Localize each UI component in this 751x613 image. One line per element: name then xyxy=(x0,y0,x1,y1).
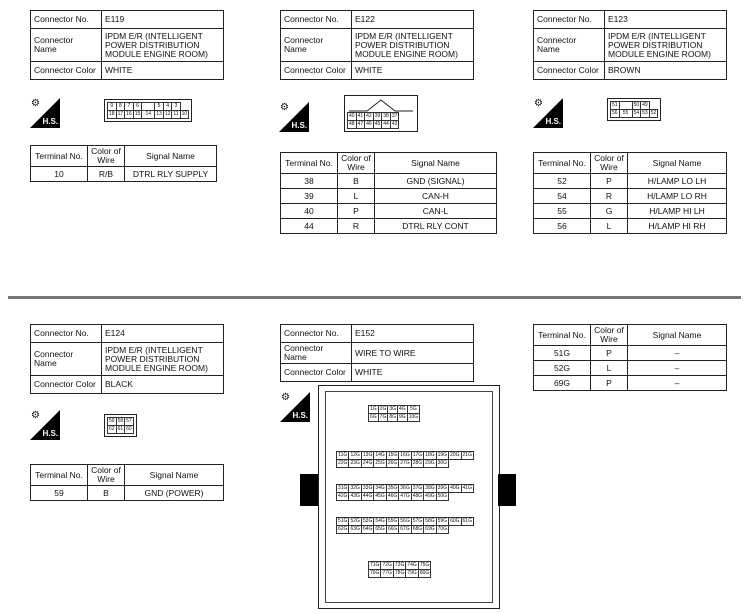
pin-cavity: 68G xyxy=(412,526,423,532)
pin-cavity: 2G xyxy=(379,406,387,412)
table-row xyxy=(534,204,727,219)
e123-signal-table xyxy=(533,152,727,234)
pin-cavity: 31G xyxy=(338,485,348,491)
pin-cavity: 21G xyxy=(462,452,472,458)
pin-cavity: 12G xyxy=(350,452,360,458)
terminal-cell: 69G xyxy=(534,376,591,391)
pin-cavity: 52G xyxy=(350,518,360,524)
pin-cavity: 48 xyxy=(349,121,355,127)
e152-left-lock xyxy=(300,474,318,506)
pin-cavity: 43 xyxy=(391,121,398,127)
pin-cavity: 51G xyxy=(338,518,348,524)
pin-cavity: 13 xyxy=(156,111,162,117)
pin-cavity: 56 xyxy=(612,110,618,116)
signal-name-header: Signal Name xyxy=(125,146,217,167)
pin-cavity: 8G xyxy=(389,414,397,420)
e152-pin-group-3 xyxy=(335,483,475,502)
pin-cavity: 41G xyxy=(462,485,472,491)
wire-color-cell: L xyxy=(338,189,375,204)
pin-cavity: 75G xyxy=(419,562,430,568)
pin-cavity: 61 xyxy=(117,426,124,432)
wire-color-header: Color of Wire xyxy=(88,146,125,167)
connector-name-label: Connector Name xyxy=(281,343,352,364)
pin-cavity: 10G xyxy=(408,414,419,420)
connector-no-label: Connector No. xyxy=(281,11,352,29)
wire-color-header: Color of Wire xyxy=(591,153,628,174)
connector-no-label: Connector No. xyxy=(281,325,352,343)
harness-side-icon: ⚙ H.S. xyxy=(280,102,307,130)
signal-name-cell: – xyxy=(628,361,727,376)
e119-signal-table xyxy=(30,145,217,182)
pin-cavity: 59 xyxy=(109,418,115,424)
pin-cavity: 6G xyxy=(370,414,377,420)
section-divider xyxy=(8,296,741,299)
pin-cavity: 38 xyxy=(383,113,389,119)
terminal-cell: 52G xyxy=(534,361,591,376)
table-row xyxy=(534,361,727,376)
wire-color-cell: R xyxy=(591,189,628,204)
pin-cavity: 33G xyxy=(362,485,373,491)
pin-cavity: 29G xyxy=(425,460,435,466)
pin-cavity: 10 xyxy=(181,111,188,117)
e123-pin-grid xyxy=(610,101,658,118)
pin-cavity: 64G xyxy=(362,526,373,532)
pin-cavity: 38G xyxy=(425,485,435,491)
pin-blank xyxy=(142,103,155,111)
signal-name-cell: DTRL RLY SUPPLY xyxy=(125,167,217,182)
signal-name-header: Signal Name xyxy=(628,325,727,346)
signal-name-cell: GND (SIGNAL) xyxy=(375,174,497,189)
terminal-cell: 39 xyxy=(281,189,338,204)
pin-cavity: 58G xyxy=(425,518,435,524)
terminal-cell: 54 xyxy=(534,189,591,204)
pin-blank xyxy=(619,102,632,110)
signal-name-cell: GND (POWER) xyxy=(125,486,224,501)
pin-cavity: 70G xyxy=(437,526,448,532)
pin-cavity: 79G xyxy=(407,570,417,576)
e124-info-table xyxy=(30,324,224,394)
pin-cavity: 55G xyxy=(387,518,398,524)
pin-cavity: 45G xyxy=(375,493,385,499)
connector-name-label: Connector Name xyxy=(534,29,605,62)
pin-cavity: 52 xyxy=(650,110,657,116)
pin-cavity: 60 xyxy=(126,426,132,432)
pin-cavity: 18 xyxy=(109,111,115,117)
e119-info-table xyxy=(30,10,224,80)
terminal-no-header: Terminal No. xyxy=(534,153,591,174)
terminal-cell: 55 xyxy=(534,204,591,219)
signal-name-cell: H/LAMP HI RH xyxy=(628,219,727,234)
pin-cavity: 42G xyxy=(338,493,348,499)
pin-cavity: 63G xyxy=(350,526,360,532)
pin-cavity: 50 xyxy=(633,102,640,108)
connector-no-value: E119 xyxy=(102,11,224,29)
connector-no-label: Connector No. xyxy=(31,325,102,343)
pin-cavity: 41 xyxy=(357,113,364,119)
e152-pin-group-5 xyxy=(367,560,432,579)
signal-name-cell: – xyxy=(628,376,727,391)
pin-cavity: 16G xyxy=(400,452,410,458)
pin-cavity: 39G xyxy=(437,485,448,491)
pin-cavity: 62 xyxy=(109,426,115,432)
pin-cavity: 36G xyxy=(400,485,410,491)
e123-info-table xyxy=(533,10,727,80)
pin-cavity: 37G xyxy=(412,485,423,491)
pin-cavity: 34G xyxy=(375,485,385,491)
wire-color-cell: G xyxy=(591,204,628,219)
pin-cavity: 44G xyxy=(362,493,373,499)
connector-name-label: Connector Name xyxy=(31,343,102,376)
pin-cavity: 40 xyxy=(349,113,355,119)
pin-cavity: 46G xyxy=(387,493,398,499)
pin-cavity: 13G xyxy=(362,452,373,458)
connector-color-label: Connector Color xyxy=(31,62,102,80)
terminal-cell: 56 xyxy=(534,219,591,234)
pin-cavity: 16 xyxy=(126,111,132,117)
wire-color-cell: R/B xyxy=(88,167,125,182)
terminal-cell: 51G xyxy=(534,346,591,361)
pin-cavity: 9 xyxy=(108,103,117,111)
pin-cavity: 11 xyxy=(173,111,179,117)
table-row xyxy=(534,219,727,234)
pin-cavity: 49 xyxy=(642,102,648,108)
pin-cavity: 4 xyxy=(163,103,172,111)
pin-cavity: 54G xyxy=(375,518,385,524)
pin-cavity: 72G xyxy=(382,562,392,568)
signal-name-cell: H/LAMP HI LH xyxy=(628,204,727,219)
pin-cavity: 76G xyxy=(370,570,380,576)
pin-cavity: 19G xyxy=(437,452,448,458)
pin-cavity: 5G xyxy=(407,406,419,414)
e119-connector-face xyxy=(104,99,192,122)
pin-cavity: 48G xyxy=(412,493,423,499)
terminal-no-header: Terminal No. xyxy=(31,465,88,486)
signal-name-cell: H/LAMP LO RH xyxy=(628,189,727,204)
connector-name-value: IPDM E/R (INTELLIGENT POWER DISTRIBUTION MODULE ENGINE ROOM) xyxy=(102,29,224,62)
connector-no-value: E122 xyxy=(352,11,474,29)
e124-signal-table xyxy=(30,464,224,501)
pin-cavity: 78G xyxy=(394,570,405,576)
signal-name-header: Signal Name xyxy=(628,153,727,174)
e122-connector-latch xyxy=(347,98,415,112)
harness-side-icon: ⚙ H.S. xyxy=(534,98,561,126)
e123-connector-face xyxy=(607,98,661,121)
pin-cavity: 40G xyxy=(450,485,460,491)
table-row xyxy=(281,189,497,204)
signal-name-header: Signal Name xyxy=(375,153,497,174)
connector-color-label: Connector Color xyxy=(534,62,605,80)
pin-cavity: 24G xyxy=(362,460,373,466)
signal-name-cell: CAN-L xyxy=(375,204,497,219)
pin-cavity: 14 xyxy=(142,111,155,119)
connector-name-value: IPDM E/R (INTELLIGENT POWER DISTRIBUTION MODULE ENGINE ROOM) xyxy=(102,343,224,376)
pin-cavity: 42 xyxy=(366,113,372,119)
table-row xyxy=(534,174,727,189)
pin-cavity: 51 xyxy=(612,102,618,108)
connector-no-label: Connector No. xyxy=(534,11,605,29)
connector-no-label: Connector No. xyxy=(31,11,102,29)
pin-cavity: 35G xyxy=(387,485,398,491)
pin-cavity: 71G xyxy=(370,562,380,568)
connector-color-value: WHITE xyxy=(102,62,224,80)
pin-cavity: 9G xyxy=(399,414,406,420)
pin-cavity: 45 xyxy=(374,121,381,127)
pin-cavity: 39 xyxy=(374,113,381,119)
terminal-cell: 44 xyxy=(281,219,338,234)
connector-name-label: Connector Name xyxy=(281,29,352,62)
wire-color-cell: L xyxy=(591,361,628,376)
connector-no-value: E152 xyxy=(352,325,474,343)
signal-name-header: Signal Name xyxy=(125,465,224,486)
pin-cavity: 12 xyxy=(164,111,171,117)
pin-cavity: 37 xyxy=(391,113,398,119)
connector-no-value: E123 xyxy=(605,11,727,29)
table-row xyxy=(31,486,224,501)
pin-cavity: 77G xyxy=(382,570,392,576)
pin-cavity: 18G xyxy=(425,452,435,458)
pin-cavity: 62G xyxy=(338,526,348,532)
pin-cavity: 27G xyxy=(400,460,410,466)
wire-color-header: Color of Wire xyxy=(88,465,125,486)
table-row xyxy=(281,219,497,234)
e152-pin-group-2 xyxy=(335,450,475,469)
e152-pin-group-4 xyxy=(335,516,475,535)
wire-color-cell: P xyxy=(591,174,628,189)
wire-color-cell: B xyxy=(338,174,375,189)
e122-connector-face xyxy=(344,95,418,132)
pin-cavity: 69G xyxy=(425,526,435,532)
pin-cavity: 44 xyxy=(383,121,389,127)
pin-cavity: 74G xyxy=(407,562,417,568)
pin-cavity: 58 xyxy=(117,418,124,424)
e152-signal-table xyxy=(533,324,727,391)
pin-cavity: 4G xyxy=(399,406,406,412)
e119-pin-grid xyxy=(107,102,189,119)
e152-right-lock xyxy=(498,474,516,506)
pin-cavity: 73G xyxy=(394,562,405,568)
table-row xyxy=(31,167,217,182)
pin-cavity: 6 xyxy=(133,103,142,111)
pin-cavity: 8 xyxy=(116,103,125,111)
pin-cavity: 67G xyxy=(400,526,410,532)
pin-cavity: 32G xyxy=(350,485,360,491)
pin-cavity: 49G xyxy=(425,493,435,499)
signal-name-cell: CAN-H xyxy=(375,189,497,204)
pin-cavity: 57G xyxy=(412,518,423,524)
e152-info-table xyxy=(280,324,474,382)
pin-cavity: 7 xyxy=(125,103,134,111)
terminal-no-header: Terminal No. xyxy=(534,325,591,346)
wire-color-header: Color of Wire xyxy=(338,153,375,174)
wire-color-cell: P xyxy=(591,346,628,361)
pin-cavity: 66G xyxy=(387,526,398,532)
pin-cavity: 20G xyxy=(450,452,460,458)
connector-color-value: WHITE xyxy=(352,62,474,80)
pin-cavity: 11G xyxy=(338,452,348,458)
connector-color-value: BLACK xyxy=(102,376,224,394)
pin-cavity: 59G xyxy=(437,518,448,524)
connector-color-label: Connector Color xyxy=(281,62,352,80)
pin-cavity: 57 xyxy=(126,418,132,424)
wire-color-header: Color of Wire xyxy=(591,325,628,346)
e122-pin-grid xyxy=(347,112,399,129)
pin-cavity: 47G xyxy=(400,493,410,499)
pin-cavity: 30G xyxy=(437,460,448,466)
pin-cavity: 28G xyxy=(412,460,423,466)
pin-cavity: 17 xyxy=(117,111,124,117)
table-row xyxy=(534,376,727,391)
e122-info-table xyxy=(280,10,474,80)
harness-side-icon: ⚙ H.S. xyxy=(281,392,308,420)
pin-cavity: 53G xyxy=(362,518,373,524)
pin-cavity: 22G xyxy=(338,460,348,466)
terminal-no-header: Terminal No. xyxy=(281,153,338,174)
connector-name-value: WIRE TO WIRE xyxy=(352,343,474,364)
pin-cavity: 65G xyxy=(375,526,385,532)
wire-color-cell: P xyxy=(338,204,375,219)
pin-cavity: 46 xyxy=(366,121,372,127)
signal-name-cell: H/LAMP LO LH xyxy=(628,174,727,189)
e122-signal-table xyxy=(280,152,497,234)
connector-color-label: Connector Color xyxy=(31,376,102,394)
pin-cavity: 25G xyxy=(375,460,385,466)
pin-cavity: 47 xyxy=(357,121,364,127)
harness-side-icon: ⚙ H.S. xyxy=(31,410,58,438)
pin-cavity: 3G xyxy=(389,406,397,412)
table-row xyxy=(281,204,497,219)
terminal-no-header: Terminal No. xyxy=(31,146,88,167)
pin-cavity: 60G xyxy=(450,518,460,524)
pin-cavity: 23G xyxy=(350,460,360,466)
terminal-cell: 59 xyxy=(31,486,88,501)
e152-pin-group-1 xyxy=(367,404,421,423)
terminal-cell: 38 xyxy=(281,174,338,189)
pin-cavity: 43G xyxy=(350,493,360,499)
connector-color-label: Connector Color xyxy=(281,364,352,382)
pin-cavity: 61G xyxy=(462,518,472,524)
table-row xyxy=(534,189,727,204)
pin-cavity: 3 xyxy=(172,103,180,111)
pin-cavity: 15G xyxy=(387,452,398,458)
terminal-cell: 52 xyxy=(534,174,591,189)
connector-color-value: BROWN xyxy=(605,62,727,80)
signal-name-cell: DTRL RLY CONT xyxy=(375,219,497,234)
table-row xyxy=(281,174,497,189)
wire-color-cell: P xyxy=(591,376,628,391)
pin-cavity: 5 xyxy=(155,103,164,111)
pin-cavity: 50G xyxy=(437,493,448,499)
terminal-cell: 40 xyxy=(281,204,338,219)
wire-color-cell: B xyxy=(88,486,125,501)
pin-cavity: 56G xyxy=(400,518,410,524)
pin-cavity: 14G xyxy=(375,452,385,458)
e124-pin-grid xyxy=(107,417,134,434)
pin-cavity: 54 xyxy=(633,110,640,116)
signal-name-cell: – xyxy=(628,346,727,361)
pin-cavity: 26G xyxy=(387,460,398,466)
pin-cavity: 1G xyxy=(370,406,377,412)
wire-color-cell: L xyxy=(591,219,628,234)
connector-name-value: IPDM E/R (INTELLIGENT POWER DISTRIBUTION MODULE ENGINE ROOM) xyxy=(605,29,727,62)
pin-cavity: 15 xyxy=(134,111,141,117)
pin-cavity: 55 xyxy=(619,110,632,118)
e124-connector-face xyxy=(104,414,137,437)
connector-name-label: Connector Name xyxy=(31,29,102,62)
table-row xyxy=(534,346,727,361)
wire-color-cell: R xyxy=(338,219,375,234)
pin-cavity: 53 xyxy=(642,110,648,116)
harness-side-icon: ⚙ H.S. xyxy=(31,98,58,126)
pin-cavity: 80G xyxy=(419,570,430,576)
pin-cavity: 7G xyxy=(379,414,387,420)
connector-no-value: E124 xyxy=(102,325,224,343)
connector-name-value: IPDM E/R (INTELLIGENT POWER DISTRIBUTION MODULE ENGINE ROOM) xyxy=(352,29,474,62)
terminal-cell: 10 xyxy=(31,167,88,182)
connector-color-value: WHITE xyxy=(352,364,474,382)
pin-cavity: 17G xyxy=(412,452,423,458)
